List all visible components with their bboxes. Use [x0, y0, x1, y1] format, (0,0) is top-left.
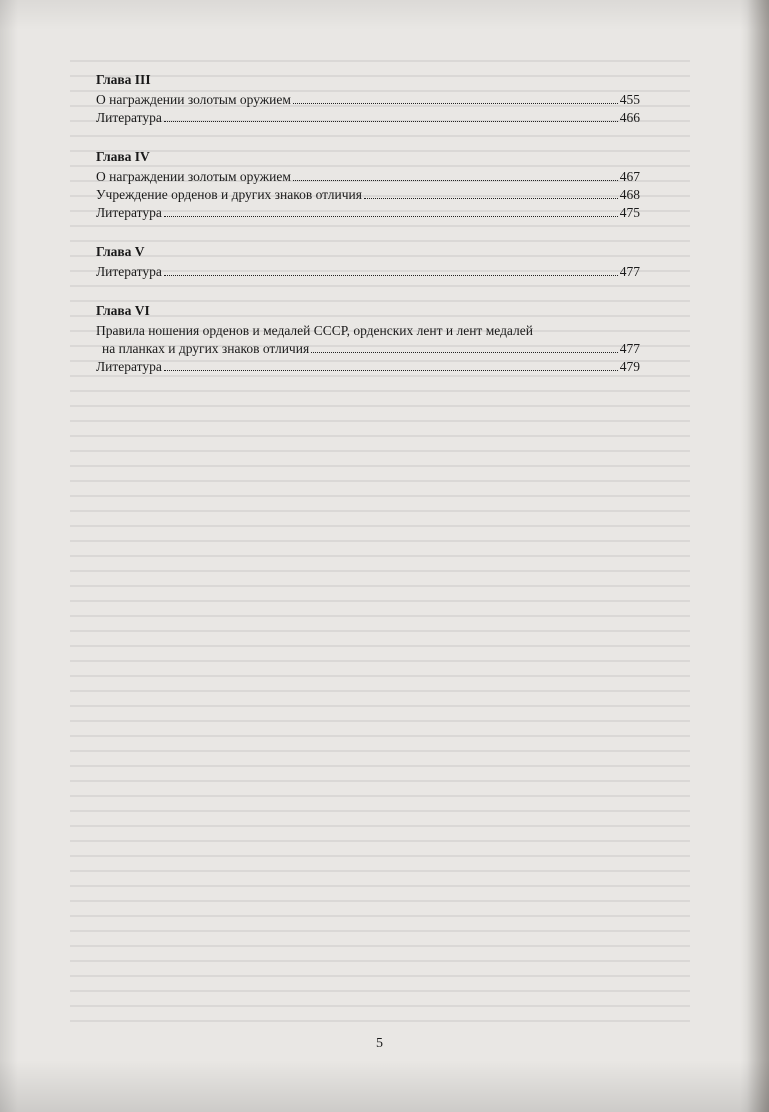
toc-entry-page: 479	[619, 359, 640, 374]
toc-entry	[96, 204, 640, 222]
dot-leader	[164, 121, 618, 122]
toc-entry-page: 466	[619, 110, 640, 125]
chapter-title: Глава VI	[96, 303, 150, 318]
toc-entry-label-line2: на планках и других знаков отличия	[102, 341, 310, 356]
toc-entry-label: О награждении золотым оружием	[96, 92, 291, 107]
dot-leader	[311, 352, 618, 353]
toc-entry-continuation	[96, 340, 640, 358]
page-edge-shadow	[747, 0, 769, 1112]
page-number: 5	[376, 1036, 383, 1051]
chapter-4	[96, 149, 640, 222]
toc-entry-label: Литература	[96, 205, 162, 220]
toc-entry-label: Литература	[96, 359, 162, 374]
toc-entry	[96, 186, 640, 204]
dot-leader	[164, 370, 618, 371]
toc-entry-label-line1: Правила ношения орденов и медалей СССР, орденских лент и лент медалей	[96, 323, 533, 338]
dot-leader	[164, 275, 618, 276]
toc-entry	[96, 358, 640, 376]
toc-entry-page: 467	[619, 169, 640, 184]
toc-entry	[96, 168, 640, 186]
dot-leader	[293, 180, 618, 181]
toc-entry	[96, 322, 640, 358]
toc-entry	[96, 263, 640, 281]
chapter-title: Глава III	[96, 72, 151, 87]
toc-entry-page: 468	[619, 187, 640, 202]
toc-entry-label: Литература	[96, 264, 162, 279]
toc-entry-page: 477	[619, 341, 640, 356]
toc-entry-page: 455	[619, 92, 640, 107]
toc-entry	[96, 91, 640, 109]
chapter-6	[96, 303, 640, 376]
toc-entry-label: О награждении золотым оружием	[96, 169, 291, 184]
chapter-title: Глава IV	[96, 149, 150, 164]
toc-entry-page: 475	[619, 205, 640, 220]
toc-entry-page: 477	[619, 264, 640, 279]
toc-entry-label: Литература	[96, 110, 162, 125]
dot-leader	[293, 103, 618, 104]
toc-entry	[96, 109, 640, 127]
dot-leader	[364, 198, 618, 199]
chapter-5	[96, 244, 640, 281]
toc-entry-label: Учреждение орденов и других знаков отличия	[96, 187, 362, 202]
dot-leader	[164, 216, 618, 217]
chapter-title: Глава V	[96, 244, 145, 259]
chapter-3	[96, 72, 640, 127]
table-of-contents	[96, 72, 640, 398]
